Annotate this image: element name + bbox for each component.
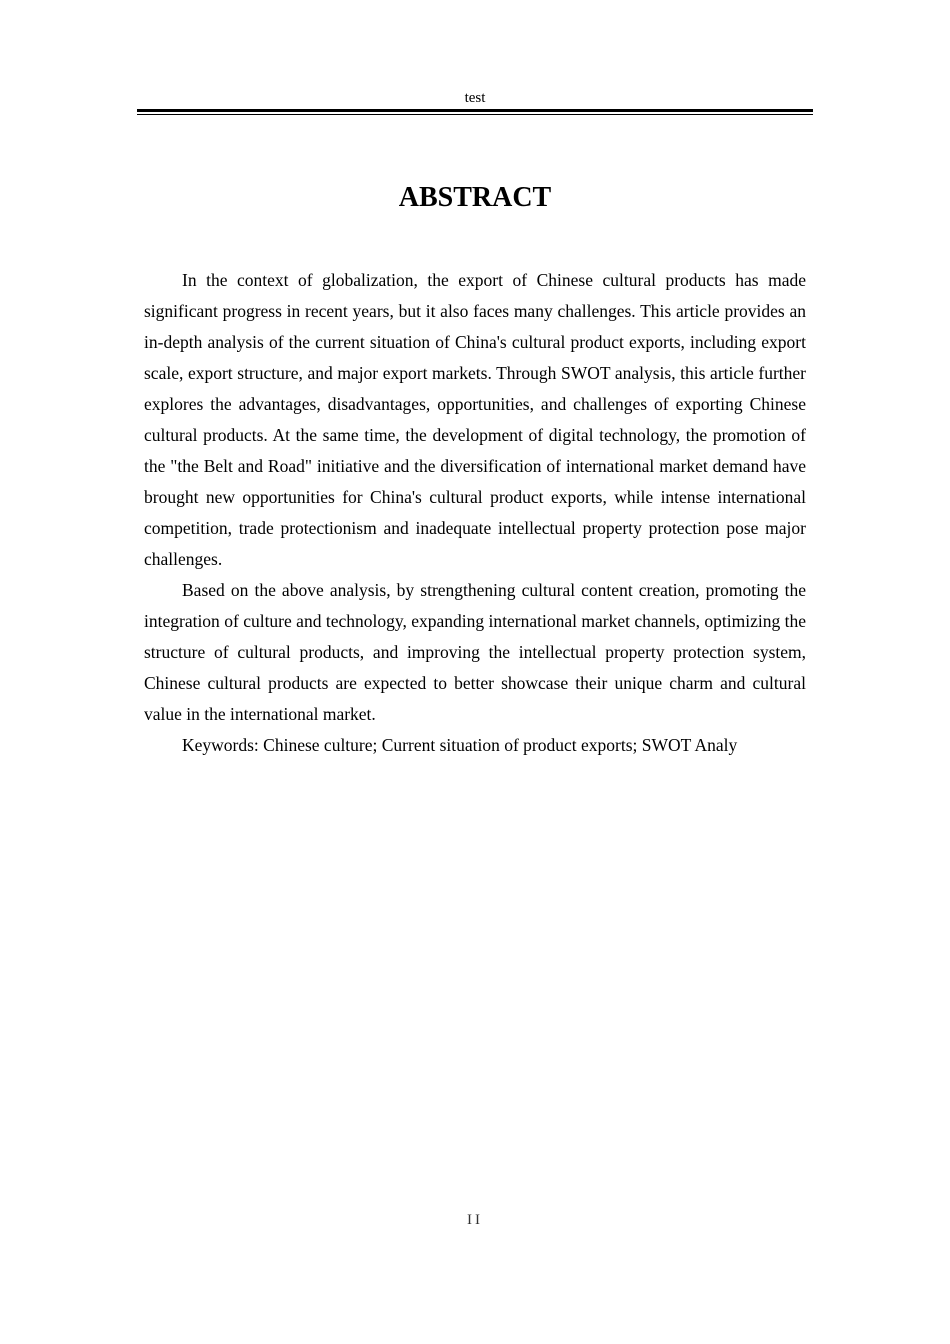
running-header: test bbox=[464, 90, 486, 106]
page-number: II bbox=[467, 1212, 483, 1228]
abstract-paragraph-1: In the context of globalization, the export of Chinese cultural products has made significant progress in recent years, but it also faces many challenges. This article provides an in-depth analysis of the current situation of China's cultural product exports, including export scale, export structure, and major export markets. Through SWOT analysis, this article further explores the advantages, disadvantages, opportunities, and challenges of exporting Chinese cultural products. At the same time, the development of digital technology, the promotion of the "the Belt and Road" initiative and the diversification of international market demand have brought new opportunities for China's cultural product exports, while intense international competition, trade protectionism and inadequate intellectual property protection pose major challenges. bbox=[144, 270, 806, 569]
header-rule-thin bbox=[137, 114, 813, 115]
abstract-title: ABSTRACT bbox=[398, 182, 552, 213]
header-rule bbox=[137, 109, 813, 115]
abstract-paragraph-2: Based on the above analysis, by strengthening cultural content creation, promoting the integration of culture and technology, expanding international market channels, optimizing the structure of cultural products, and improving the intellectual property protection system, Chinese cultural products are expected to better showcase their unique charm and cultural value in the international market. bbox=[144, 580, 806, 724]
header-rule-thick bbox=[137, 109, 813, 112]
abstract-body bbox=[144, 265, 806, 761]
keywords-line: Keywords: Chinese culture; Current situation of product exports; SWOT Analy bbox=[182, 735, 738, 755]
